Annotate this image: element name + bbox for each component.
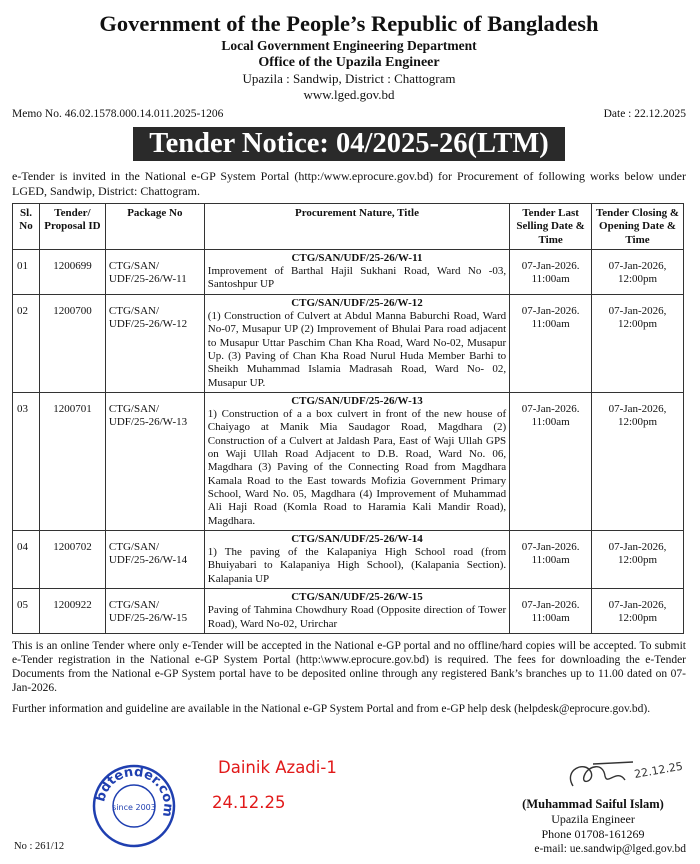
selling-date: 07-Jan-2026. — [521, 402, 580, 415]
online-tender-note: This is an online Tender where only e-Tender will be accepted in the National e-GP portal and no offline/hard copies will be accepted. To submit e-Tender registration in the National e-GP System Portal (http:\www.eprocure.gov.bd) is required. The fees for downloading the e-Tender Documents from the National e-GP System portal have to be deposited online through any registered Bank’s branches up to 11.00 dated on 07-Jan-2026. — [12, 639, 686, 694]
government-title: Government of the People’s Republic of Bangladesh — [99, 11, 599, 36]
work-description: (1) Construction of Culvert at Abdul Manna Baburchi Road, Ward No-07, Musapur UP (2) Improvement of Bhulai Para road adjacent to Musapur Uttar Paschim Chan Kha Road, Ward No-02, Musapur Up. (3) Paving of Chan Kha Road Nurul Huda Member Barhi to Sheikh Muhammad Islamia Madrasah Road, Ward No- 02, Musapur UP. — [207, 310, 507, 389]
row-closing-datetime — [592, 294, 684, 392]
closing-time: 12:00pm — [617, 612, 658, 625]
signature-icon — [533, 756, 683, 794]
selling-date: 07-Jan-2026. — [521, 599, 580, 612]
signatory-name: (Muhammad Saiful Islam) — [522, 797, 664, 811]
col-header-selling: Tender Last Selling Date & Time — [510, 204, 592, 250]
closing-date: 07-Jan-2026, — [608, 540, 667, 553]
tender-table — [12, 203, 684, 634]
closing-time: 12:00pm — [617, 416, 658, 429]
table-row — [13, 294, 684, 392]
office-address: Upazila : Sandwip, District : Chattogram — [242, 71, 456, 86]
work-description: Paving of Tahmina Chowdhury Road (Opposite direction of Tower Road), Ward No-02, Urirchar — [207, 604, 507, 630]
tender-notice-title: Tender Notice: 04/2025-26(LTM) — [133, 127, 565, 161]
closing-time: 12:00pm — [617, 318, 658, 331]
row-selling-datetime — [510, 530, 592, 588]
package-line-1: CTG/SAN/ — [108, 259, 160, 272]
row-sl: 03 — [13, 392, 40, 530]
row-closing-datetime — [592, 589, 684, 634]
further-info-note: Further information and guideline are available in the National e-GP System Portal and from e-GP help desk (helpdesk@eprocure.gov.bd). — [12, 702, 651, 715]
row-sl: 01 — [13, 249, 40, 294]
work-description: 1) The paving of the Kalapaniya High School road (from Bhuiyabari to Kalapaniya High School), (Kalapania Section). Kalapania UP — [207, 546, 507, 585]
row-package — [105, 294, 204, 392]
row-tender-id: 1200922 — [39, 589, 105, 634]
row-package — [105, 249, 204, 294]
row-nature — [204, 392, 509, 530]
row-package — [105, 530, 204, 588]
table-row — [13, 392, 684, 530]
stamp-outer-text: bdtender.com — [93, 764, 176, 818]
row-selling-datetime — [510, 392, 592, 530]
signature-date: 22.12.25 — [633, 759, 683, 781]
row-closing-datetime — [592, 392, 684, 530]
package-line-2: UDF/25-26/W-11 — [108, 273, 187, 286]
department-name: Local Government Engineering Department — [221, 38, 477, 53]
row-tender-id: 1200700 — [39, 294, 105, 392]
signatory-email: e-mail: ue.sandwip@lged.gov.bd — [534, 843, 686, 855]
row-closing-datetime — [592, 530, 684, 588]
package-line-2: UDF/25-26/W-14 — [108, 554, 188, 567]
selling-time: 11:00am — [531, 554, 570, 567]
signatory-designation: Upazila Engineer — [551, 812, 635, 826]
package-line-2: UDF/25-26/W-13 — [108, 416, 188, 429]
row-nature — [204, 294, 509, 392]
row-nature — [204, 249, 509, 294]
selling-date: 07-Jan-2026. — [521, 259, 580, 272]
memo-row — [12, 108, 686, 123]
table-row — [13, 530, 684, 588]
work-code: CTG/SAN/UDF/25-26/W-11 — [291, 251, 423, 264]
stamp-inner-text: since 2003 — [112, 803, 156, 812]
office-website: www.lged.gov.bd — [303, 87, 395, 102]
row-sl: 05 — [13, 589, 40, 634]
selling-time: 11:00am — [531, 273, 570, 286]
memo-date: Date : 22.12.2025 — [603, 108, 686, 120]
row-package — [105, 589, 204, 634]
col-header-closing: Tender Closing & Opening Date & Time — [592, 204, 684, 250]
selling-time: 11:00am — [531, 612, 570, 625]
closing-date: 07-Jan-2026, — [608, 599, 667, 612]
table-header-row — [13, 204, 684, 250]
bdtender-stamp-icon — [92, 764, 176, 848]
footer-number: No : 261/12 — [14, 841, 65, 852]
row-selling-datetime — [510, 294, 592, 392]
row-closing-datetime — [592, 249, 684, 294]
work-code: CTG/SAN/UDF/25-26/W-14 — [291, 532, 423, 545]
row-tender-id: 1200702 — [39, 530, 105, 588]
memo-number: Memo No. 46.02.1578.000.14.011.2025-1206 — [12, 108, 224, 120]
closing-date: 07-Jan-2026, — [608, 304, 667, 317]
closing-date: 07-Jan-2026, — [608, 259, 667, 272]
row-selling-datetime — [510, 249, 592, 294]
package-line-1: CTG/SAN/ — [108, 540, 160, 553]
selling-time: 11:00am — [531, 318, 570, 331]
selling-time: 11:00am — [531, 416, 570, 429]
package-line-1: CTG/SAN/ — [108, 402, 160, 415]
row-sl: 02 — [13, 294, 40, 392]
row-nature — [204, 589, 509, 634]
row-tender-id: 1200699 — [39, 249, 105, 294]
row-selling-datetime — [510, 589, 592, 634]
notes-section — [12, 639, 686, 716]
table-row — [13, 249, 684, 294]
newspaper-date: 24.12.25 — [212, 793, 286, 812]
closing-time: 12:00pm — [617, 273, 658, 286]
closing-date: 07-Jan-2026, — [608, 402, 667, 415]
work-code: CTG/SAN/UDF/25-26/W-12 — [291, 296, 423, 309]
signatory-phone: Phone 01708-161269 — [541, 827, 645, 841]
row-nature — [204, 530, 509, 588]
table-row — [13, 589, 684, 634]
intro-paragraph: e-Tender is invited in the National e-GP System Portal (http:/www.eprocure.gov.bd) for Procurement of following works below under LGED, Sandwip, District: Chattogram. — [12, 169, 686, 198]
selling-date: 07-Jan-2026. — [521, 540, 580, 553]
selling-date: 07-Jan-2026. — [521, 304, 580, 317]
signature-block — [500, 756, 686, 857]
package-line-2: UDF/25-26/W-12 — [108, 318, 188, 331]
work-description: Improvement of Barthal Hajil Sukhani Road, Ward No -03, Santoshpur UP — [207, 265, 507, 291]
col-header-sl: Sl. No — [13, 204, 40, 250]
package-line-1: CTG/SAN/ — [108, 304, 160, 317]
work-code: CTG/SAN/UDF/25-26/W-13 — [291, 394, 423, 407]
work-description: 1) Construction of a a box culvert in front of the new house of Chaiyago at Manik Mia Saudagor Road, Magdhara (2) Construction of a Culvert at Jaldash Para, East of Waji Ullah GPS on Waji Ullah Road Adjacent to D.B. Road, Ward No. 06, Magdhara (3) Paving of the Connecting Road from Magdhara Kamala Road to the East towards Mofizia Government Primary School, Ward No. 05, Magdhara (4) Improvement of Muhammad Ali Haji Road (Komla Road to Haramia Kali Mandir Road), Magdhara. — [207, 408, 507, 527]
office-name: Office of the Upazila Engineer — [258, 55, 440, 70]
newspaper-name: Dainik Azadi-1 — [218, 758, 337, 777]
closing-time: 12:00pm — [617, 554, 658, 567]
col-header-tender-id: Tender/ Proposal ID — [39, 204, 105, 250]
document-header — [12, 10, 686, 103]
package-line-1: CTG/SAN/ — [108, 599, 160, 612]
col-header-package: Package No — [105, 204, 204, 250]
work-code: CTG/SAN/UDF/25-26/W-15 — [291, 591, 423, 604]
col-header-nature: Procurement Nature, Title — [204, 204, 509, 250]
row-package — [105, 392, 204, 530]
package-line-2: UDF/25-26/W-15 — [108, 612, 188, 625]
row-tender-id: 1200701 — [39, 392, 105, 530]
row-sl: 04 — [13, 530, 40, 588]
